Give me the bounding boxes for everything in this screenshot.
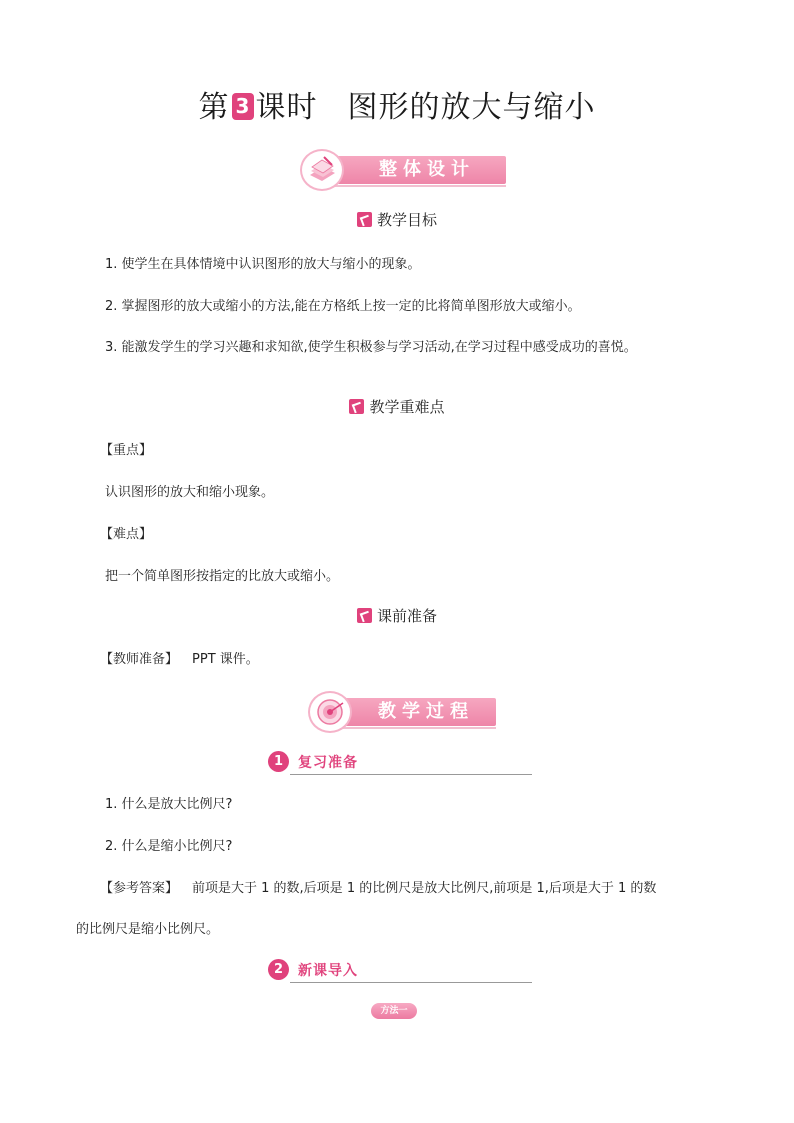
title-prefix: 第 [198,90,230,125]
review-question: 2. 什么是缩小比例尺? [105,839,233,854]
step-label: 复习准备 [298,755,358,771]
title-suffix: 课时 [255,90,318,125]
prep-line [100,650,259,670]
difficulty-text: 把一个简单图形按指定的比放大或缩小。 [105,569,340,584]
method-tag: 方法一 [371,1003,417,1019]
focus-label: 【重点】 [100,443,153,458]
design-banner-label: 整体设计 [379,159,475,180]
answer-continuation: 的比例尺是缩小比例尺。 [76,922,220,937]
step-label: 新课导入 [298,963,358,979]
difficulty-label: 【难点】 [100,527,153,542]
review-question: 1. 什么是放大比例尺? [105,797,233,812]
goal-item: 3. 能激发学生的学习兴趣和求知欲,使学生积极参与学习活动,在学习过程中感受成功的喜悦。 [105,340,637,355]
lesson-number-badge: 3 [232,93,254,120]
target-icon [310,693,350,731]
answer-line [100,879,656,899]
process-banner-label: 教学过程 [378,701,474,722]
answer-label: 【参考答案】 [100,881,179,896]
step-heading-review [268,751,532,775]
answer-text: 前项是大于 1 的数,后项是 1 的比例尺是放大比例尺,前项是 1,后项是大于 1 的数 [192,881,657,896]
goal-item: 2. 掌握图形的放大或缩小的方法,能在方格纸上按一定的比将简单图形放大或缩小。 [105,299,581,314]
step-number: 2 [268,959,289,980]
step-number: 1 [268,751,289,772]
title-name: 图形的放大与缩小 [347,90,596,125]
section-heading-goals: 教学目标 [0,210,794,230]
section-heading-key-points: 教学重难点 [0,397,794,417]
page-title [0,88,794,128]
focus-text: 认识图形的放大和缩小现象。 [105,485,275,500]
book-stack-icon [302,151,342,189]
design-banner [288,155,506,185]
prep-text: PPT 课件。 [192,652,259,667]
goal-item: 1. 使学生在具体情境中认识图形的放大与缩小的现象。 [105,257,421,272]
section-arrow-icon [357,608,372,623]
section-heading-preparation: 课前准备 [0,606,794,626]
process-banner [296,697,496,727]
section-arrow-icon [357,212,372,227]
section-arrow-icon [349,399,364,414]
prep-label: 【教师准备】 [100,652,179,667]
step-heading-intro [268,959,532,983]
